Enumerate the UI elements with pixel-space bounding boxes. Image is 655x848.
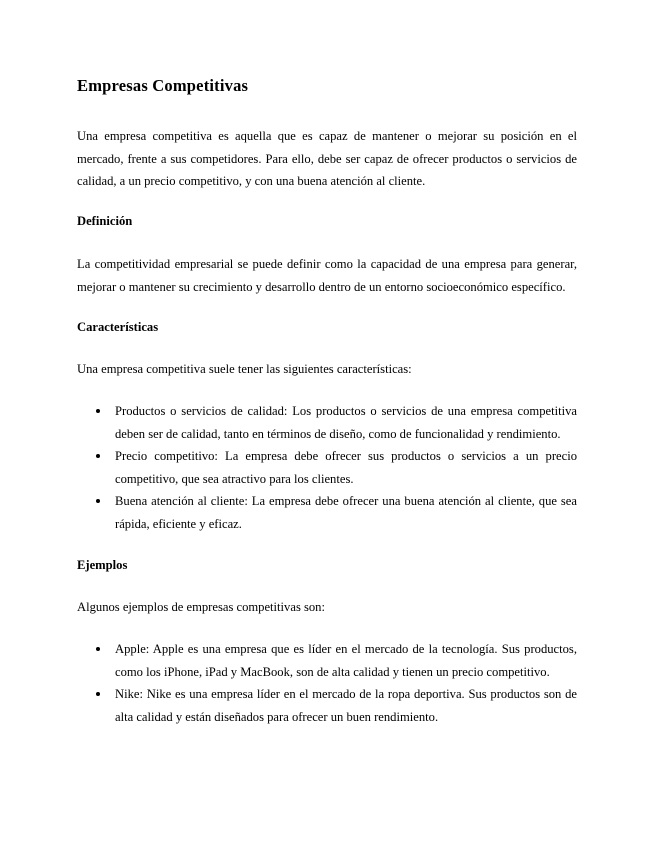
ejemplos-intro: Algunos ejemplos de empresas competitivas son: bbox=[77, 600, 325, 614]
ejemplos-list bbox=[77, 638, 577, 728]
list-item bbox=[77, 400, 577, 445]
section-heading-definicion: Definición bbox=[77, 214, 133, 228]
list-item-text: Precio competitivo: La empresa debe ofrecer sus productos o servicios a un precio competitivo, que sea atractivo para los clientes. bbox=[115, 449, 577, 486]
caracteristicas-intro: Una empresa competitiva suele tener las siguientes características: bbox=[77, 362, 412, 376]
section-heading-ejemplos: Ejemplos bbox=[77, 558, 128, 572]
bullet-icon bbox=[96, 499, 100, 503]
intro-paragraph: Una empresa competitiva es aquella que es capaz de mantener o mejorar su posición en el mercado, frente a sus competidores. Para ello, debe ser capaz de ofrecer productos o servicios de calidad, a un precio competitivo, y con una buena atención al cliente. bbox=[77, 129, 577, 188]
list-item bbox=[77, 683, 577, 728]
list-item-text: Buena atención al cliente: La empresa debe ofrecer una buena atención al cliente, que sea rápida, eficiente y eficaz. bbox=[115, 494, 577, 531]
list-item bbox=[77, 490, 577, 535]
list-item bbox=[77, 445, 577, 490]
bullet-icon bbox=[96, 409, 100, 413]
caracteristicas-list bbox=[77, 400, 577, 535]
list-item-text: Apple: Apple es una empresa que es líder en el mercado de la tecnología. Sus productos, como los iPhone, iPad y MacBook, son de alta calidad y tienen un precio competitivo. bbox=[115, 642, 577, 679]
section-heading-caracteristicas: Características bbox=[77, 320, 159, 334]
document-title: Empresas Competitivas bbox=[77, 76, 249, 95]
definicion-paragraph: La competitividad empresarial se puede definir como la capacidad de una empresa para generar, mejorar o mantener su crecimiento y desarrollo dentro de un entorno socioeconómico específico. bbox=[77, 257, 577, 294]
bullet-icon bbox=[96, 692, 100, 696]
list-item bbox=[77, 638, 577, 683]
bullet-icon bbox=[96, 454, 100, 458]
list-item-text: Productos o servicios de calidad: Los productos o servicios de una empresa competitiva deben ser de calidad, tanto en términos de diseño, como de funcionalidad y rendimiento. bbox=[115, 404, 577, 441]
bullet-icon bbox=[96, 647, 100, 651]
list-item-text: Nike: Nike es una empresa líder en el mercado de la ropa deportiva. Sus productos son de alta calidad y están diseñados para ofrecer un buen rendimiento. bbox=[115, 687, 577, 724]
